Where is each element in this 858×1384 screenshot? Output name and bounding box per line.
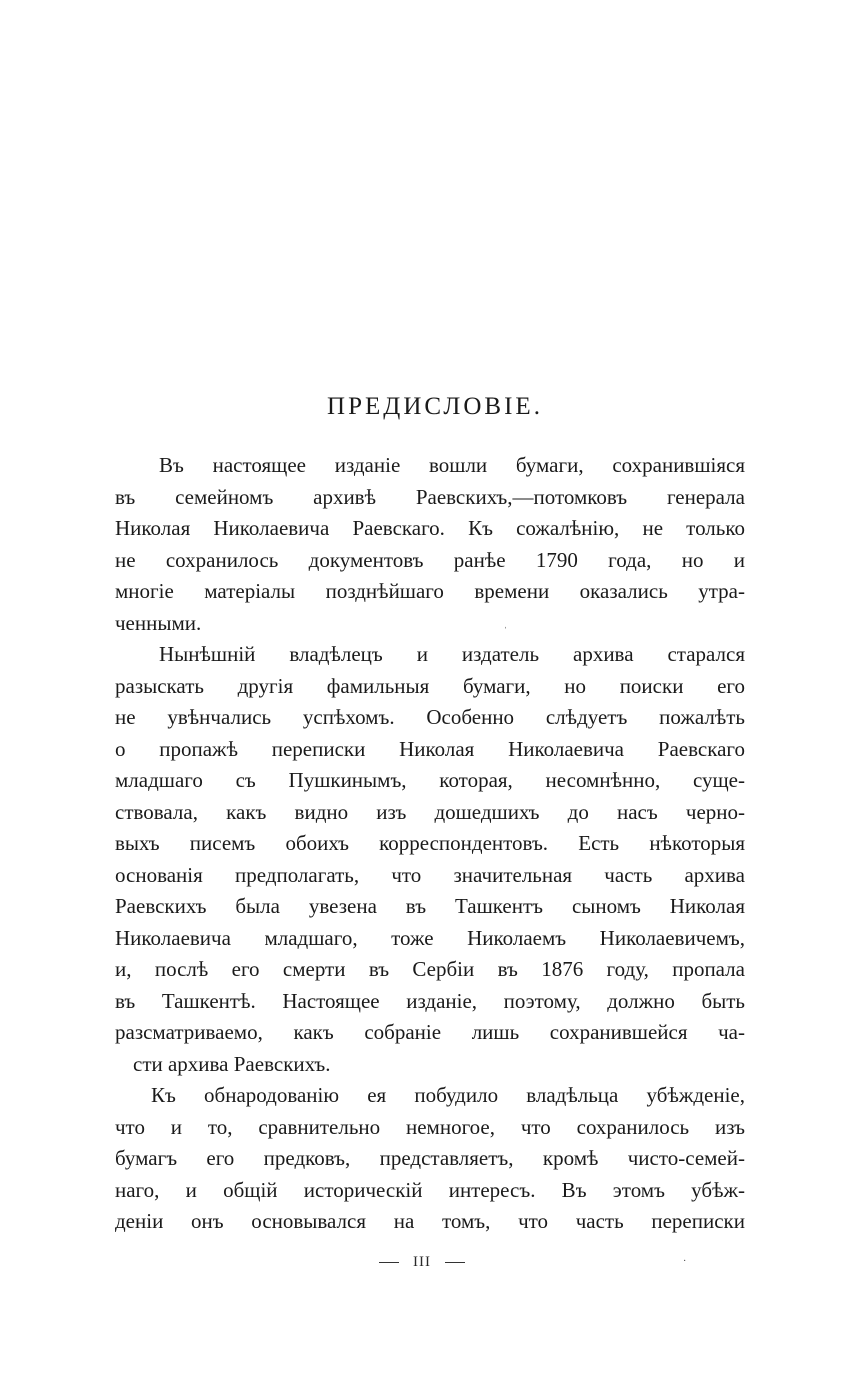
text-line: Раевскихъ была увезена въ Ташкентъ сыномъ Николая bbox=[115, 894, 745, 918]
text-line: ченными. bbox=[115, 610, 202, 635]
text-line: Къ обнародованію ея побудило владѣльца убѣжденіе, bbox=[151, 1083, 745, 1107]
text-line: въ семейномъ архивѣ Раевскихъ,—потомковъ генерала bbox=[115, 484, 745, 509]
folio-dash-right bbox=[445, 1262, 465, 1263]
text-line: не увѣнчались успѣхомъ. Особенно слѣдуетъ пожалѣть bbox=[115, 705, 745, 729]
text-line: ствовала, какъ видно изъ дошедшихъ до насъ черно- bbox=[115, 799, 745, 824]
ink-speck: · bbox=[683, 1256, 687, 1267]
text-line: бумагъ его предковъ, представляетъ, кромѣ чисто-семей- bbox=[115, 1146, 745, 1170]
text-line: основанія предполагать, что значительная часть архива bbox=[115, 862, 745, 887]
page-number bbox=[0, 1254, 844, 1271]
body-text bbox=[115, 450, 745, 1238]
text-line: сти архива Раевскихъ. bbox=[133, 1051, 331, 1076]
folio-dash-left bbox=[379, 1262, 399, 1263]
text-line: многіе матеріалы позднѣйшаго времени оказались утра- bbox=[115, 579, 745, 603]
text-line: не сохранилось документовъ ранѣе 1790 года, но и bbox=[115, 547, 745, 572]
text-line: младшаго съ Пушкинымъ, которая, несомнѣнно, суще- bbox=[115, 768, 745, 792]
text-line: разыскать другія фамильныя бумаги, но поиски его bbox=[115, 673, 745, 698]
folio-number: III bbox=[413, 1254, 431, 1270]
text-line: и, послѣ его смерти въ Сербіи въ 1876 году, пропала bbox=[115, 957, 745, 981]
text-line: Николаевича младшаго, тоже Николаемъ Николаевичемъ, bbox=[115, 925, 745, 950]
text-line: Въ настоящее изданіе вошли бумаги, сохранившіяся bbox=[159, 453, 745, 477]
text-line: разсматриваемо, какъ собраніе лишь сохранившейся ча- bbox=[115, 1020, 745, 1044]
page-title: ПРЕДИСЛОВІЕ. bbox=[327, 393, 543, 420]
ink-speck: ˌ bbox=[504, 618, 508, 629]
text-line: наго, и общій историческій интересъ. Въ этомъ убѣж- bbox=[115, 1177, 745, 1202]
text-line: деніи онъ основывался на томъ, что часть переписки bbox=[115, 1209, 745, 1233]
text-line: Николая Николаевича Раевскаго. Къ сожалѣнію, не только bbox=[115, 516, 745, 540]
text-line: о пропажѣ переписки Николая Николаевича Раевскаго bbox=[115, 736, 745, 761]
text-line: выхъ писемъ обоихъ корреспондентовъ. Есть нѣкоторыя bbox=[115, 831, 745, 855]
text-line: въ Ташкентѣ. Настоящее изданіе, поэтому, должно быть bbox=[115, 988, 745, 1013]
text-line: Нынѣшній владѣлецъ и издатель архива старался bbox=[159, 642, 745, 666]
paragraph-1 bbox=[115, 450, 745, 639]
text-line: что и то, сравнительно немногое, что сохранилось изъ bbox=[115, 1114, 745, 1139]
paragraph-3 bbox=[115, 1080, 745, 1238]
paragraph-2 bbox=[115, 639, 745, 1080]
